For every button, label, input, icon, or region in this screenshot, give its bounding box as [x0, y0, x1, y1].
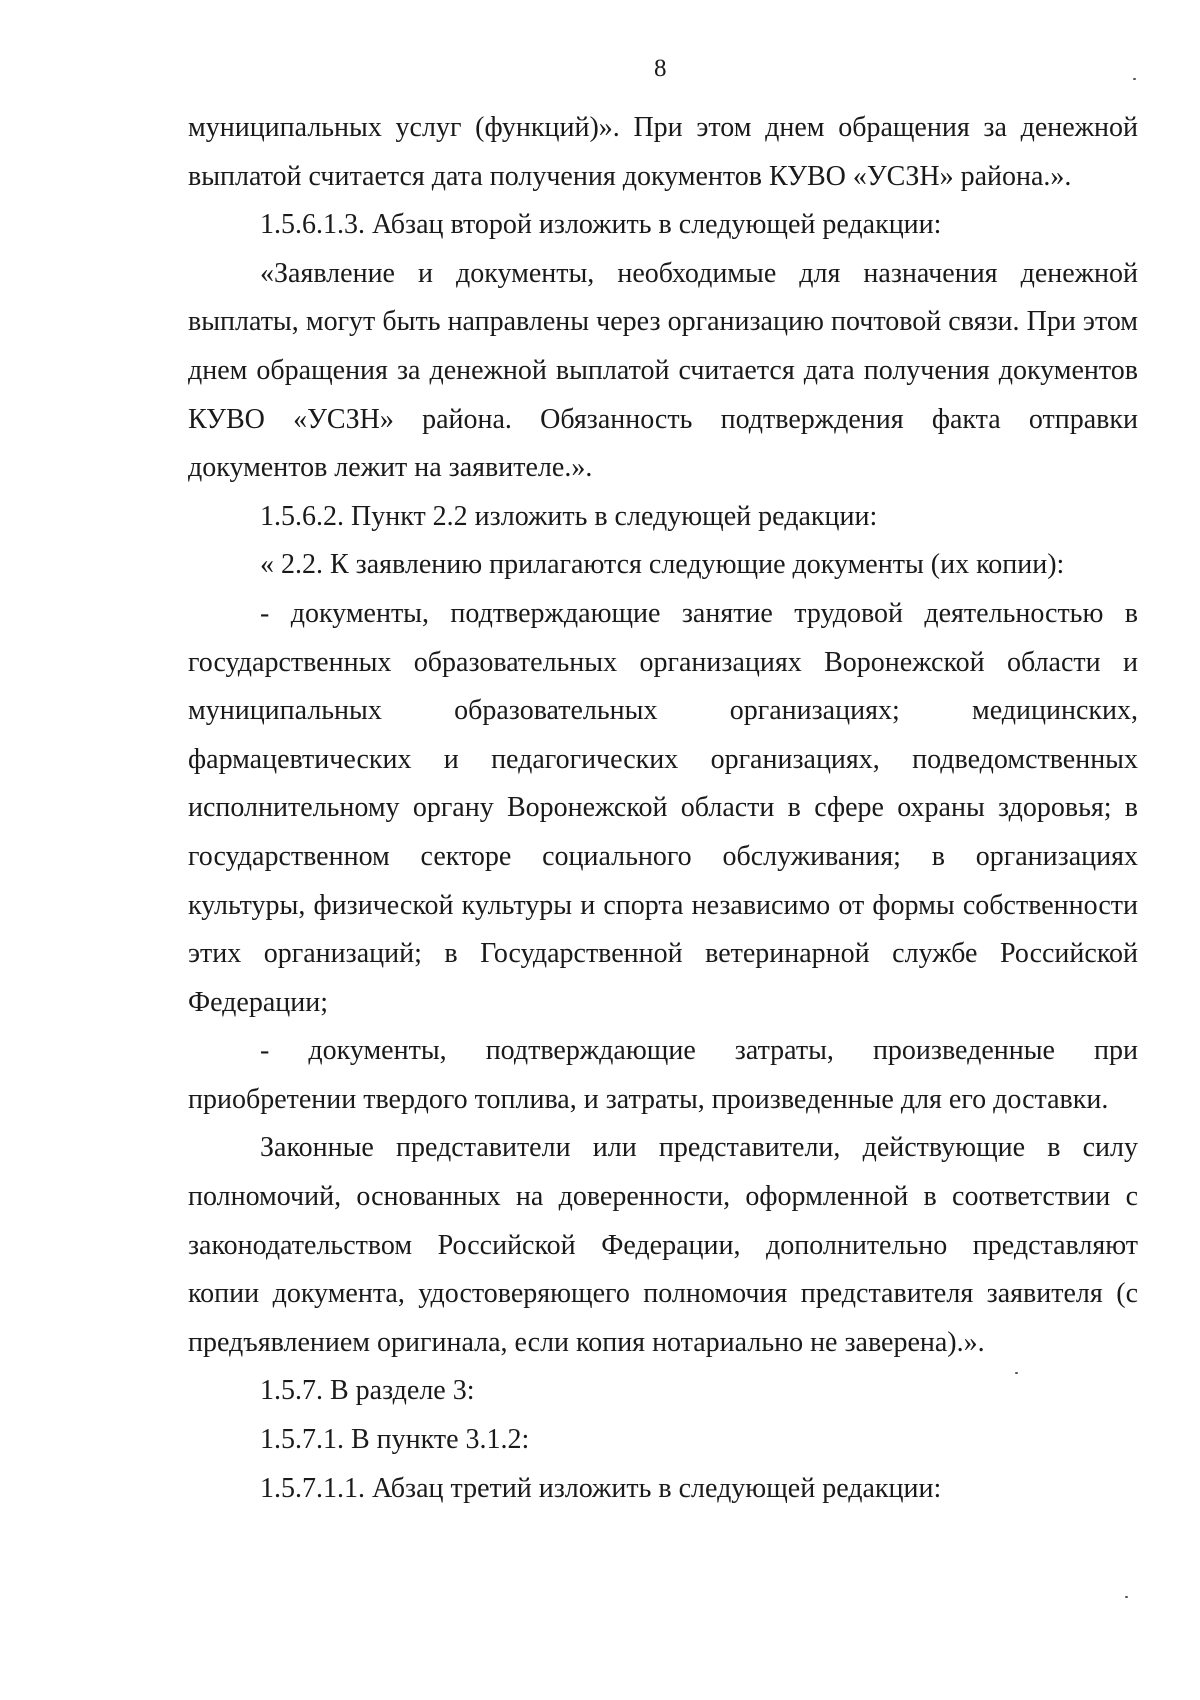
- paragraph: « 2.2. К заявлению прилагаются следующие документы (их копии):: [260, 549, 1065, 581]
- paragraph: 1.5.7.1.1. Абзац третий изложить в следующей редакции:: [260, 1472, 942, 1504]
- list-item-paragraph: - документы, подтверждающие занятие трудовой деятельностью в государственных образовательных организациях Воронежской области и муниципальных образовательных организациях; медицинских, фармацевтических и педагогических организациях, подведомственных исполнительному органу Воронежской области в сфере охраны здоровья; в государственном секторе социального обслуживания; в организациях культуры, физической культуры и спорта независимо от формы собственности этих организаций; в Государственной ветеринарной службе Российской Федерации;: [188, 597, 1138, 1018]
- scan-speck: [1125, 1596, 1128, 1598]
- paragraph: 1.5.6.2. Пункт 2.2 изложить в следующей редакции:: [260, 500, 878, 532]
- paragraph: Законные представители или представители, действующие в силу полномочий, основанных на доверенности, оформленной в соответствии с законодательством Российской Федерации, дополнительно представляют копии документа, удостоверяющего полномочия представителя заявителя (с предъявлением оригинала, если копия нотариально не заверена).».: [188, 1132, 1138, 1358]
- paragraph: 1.5.6.1.3. Абзац второй изложить в следующей редакции:: [260, 209, 942, 241]
- list-item-paragraph: - документы, подтверждающие затраты, произведенные при приобретении твердого топлива, и затраты, произведенные для его доставки.: [188, 1035, 1138, 1115]
- document-body: [188, 104, 1138, 1513]
- paragraph: 1.5.7.1. В пункте 3.1.2:: [260, 1424, 530, 1456]
- paragraph: «Заявление и документы, необходимые для назначения денежной выплаты, могут быть направлены через организацию почтовой связи. При этом днем обращения за денежной выплатой считается дата получения документов КУВО «УСЗН» района. Обязанность подтверждения факта отправки документов лежит на заявителе.».: [188, 257, 1138, 484]
- scan-speck: [1133, 78, 1136, 80]
- paragraph: 1.5.7. В разделе 3:: [260, 1375, 475, 1407]
- paragraph: муниципальных услуг (функций)». При этом днем обращения за денежной выплатой считается дата получения документов КУВО «УСЗН» района.».: [188, 112, 1138, 192]
- page-number: 8: [654, 55, 667, 82]
- scan-speck: [1015, 1372, 1018, 1374]
- page-header: [0, 54, 1200, 84]
